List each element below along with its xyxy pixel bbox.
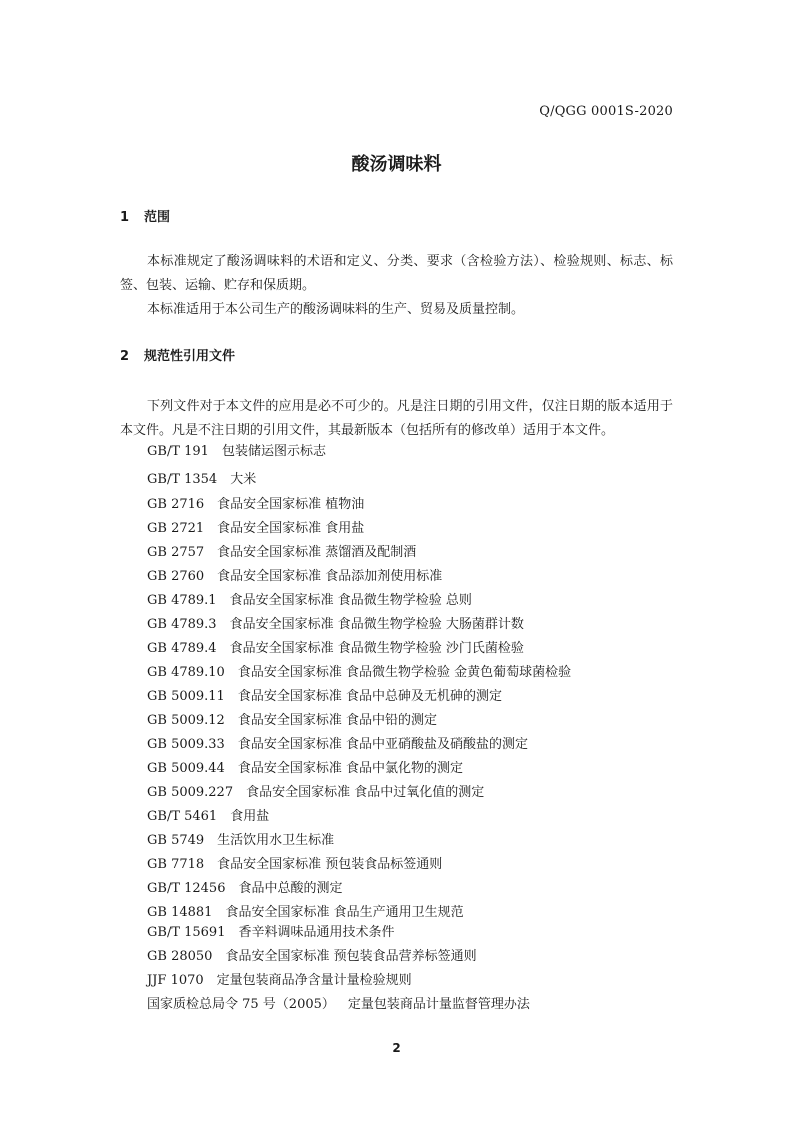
section-number: 2	[120, 349, 130, 364]
reference-title: 食品安全国家标准 食品微生物学检验 沙门氏菌检验	[229, 641, 524, 656]
reference-title: 食品安全国家标准 食品生产通用卫生规范	[225, 905, 464, 920]
reference-title: 食品安全国家标准 植物油	[217, 497, 365, 512]
reference-code: GB/T 191	[147, 444, 209, 459]
reference-item	[147, 711, 437, 731]
reference-title: 香辛料调味品通用技术条件	[238, 925, 395, 940]
reference-item	[147, 995, 530, 1015]
reference-item	[147, 495, 364, 515]
reference-code: GB 5749	[147, 833, 205, 848]
reference-item	[147, 687, 502, 707]
reference-item	[147, 639, 524, 659]
reference-code: 国家质检总局令 75 号（2005）	[147, 997, 335, 1012]
reference-title: 包装储运图示标志	[221, 444, 326, 459]
reference-code: GB 28050	[147, 949, 213, 964]
reference-code: JJF 1070	[147, 973, 204, 988]
reference-title: 食品安全国家标准 食用盐	[217, 521, 365, 536]
reference-code: GB 2760	[147, 569, 205, 584]
reference-code: GB 4789.3	[147, 617, 217, 632]
page-number: 2	[392, 1041, 401, 1055]
reference-code: GB/T 15691	[147, 925, 226, 940]
reference-code: GB 5009.12	[147, 713, 225, 728]
document-code: Q/QGG 0001S-2020	[539, 104, 673, 119]
reference-item	[147, 442, 326, 462]
reference-item	[147, 923, 395, 943]
reference-item	[147, 591, 472, 611]
reference-code: GB 7718	[147, 857, 205, 872]
reference-item	[147, 903, 464, 923]
reference-title: 食品安全国家标准 预包装食品营养标签通则	[225, 949, 477, 964]
reference-code: GB 5009.33	[147, 737, 225, 752]
reference-code: GB 2721	[147, 521, 205, 536]
scope-paragraph-2: 本标准适用于本公司生产的酸汤调味料的生产、贸易及质量控制。	[147, 302, 525, 317]
reference-title: 食品安全国家标准 食品微生物学检验 大肠菌群计数	[229, 617, 524, 632]
reference-item	[147, 615, 524, 635]
section-number: 1	[120, 210, 130, 225]
reference-title: 生活饮用水卫生标准	[217, 833, 335, 848]
reference-title: 定量包装商品计量监督管理办法	[347, 997, 530, 1012]
reference-title: 定量包装商品净含量计量检验规则	[216, 973, 412, 988]
section-title: 规范性引用文件	[144, 349, 236, 364]
reference-title: 大米	[230, 472, 257, 487]
reference-code: GB 2757	[147, 545, 205, 560]
reference-code: GB 2716	[147, 497, 205, 512]
reference-title: 食品安全国家标准 食品微生物学检验 金黄色葡萄球菌检验	[237, 665, 572, 680]
scope-paragraph-1: 本标准规定了酸汤调味料的术语和定义、分类、要求（含检验方法）、检验规则、标志、标签、包装、运输、贮存和保质期。	[120, 254, 673, 293]
reference-title: 食品安全国家标准 预包装食品标签通则	[217, 857, 443, 872]
reference-code: GB 4789.10	[147, 665, 225, 680]
reference-title: 食用盐	[230, 809, 270, 824]
reference-item	[147, 879, 343, 899]
reference-title: 食品中总酸的测定	[238, 881, 343, 896]
document-title: 酸汤调味料	[351, 154, 442, 175]
reference-item	[147, 759, 463, 779]
reference-title: 食品安全国家标准 蒸馏酒及配制酒	[217, 545, 417, 560]
reference-item	[147, 567, 442, 587]
reference-item	[147, 807, 269, 827]
reference-code: GB/T 1354	[147, 472, 218, 487]
reference-item	[147, 971, 412, 991]
reference-item	[147, 519, 364, 539]
reference-title: 食品安全国家标准 食品中过氧化值的测定	[246, 785, 485, 800]
reference-item	[147, 470, 256, 490]
reference-title: 食品安全国家标准 食品微生物学检验 总则	[229, 593, 472, 608]
section-title: 范围	[144, 210, 171, 225]
reference-code: GB 5009.11	[147, 689, 225, 704]
reference-item	[147, 947, 477, 967]
reference-item	[147, 663, 571, 683]
reference-title: 食品安全国家标准 食品中总砷及无机砷的测定	[237, 689, 502, 704]
section-heading-scope	[120, 206, 170, 225]
reference-title: 食品安全国家标准 食品中氯化物的测定	[237, 761, 463, 776]
reference-item	[147, 855, 442, 875]
reference-title: 食品安全国家标准 食品中铅的测定	[237, 713, 437, 728]
section-heading-normative-references	[120, 345, 235, 364]
reference-code: GB 14881	[147, 905, 213, 920]
reference-code: GB 5009.44	[147, 761, 225, 776]
reference-code: GB/T 5461	[147, 809, 218, 824]
reference-code: GB/T 12456	[147, 881, 226, 896]
reference-item	[147, 783, 484, 803]
reference-item	[147, 543, 416, 563]
reference-code: GB 4789.4	[147, 641, 217, 656]
reference-code: GB 4789.1	[147, 593, 217, 608]
reference-item	[147, 735, 528, 755]
reference-code: GB 5009.227	[147, 785, 234, 800]
reference-title: 食品安全国家标准 食品添加剂使用标准	[217, 569, 443, 584]
references-intro-paragraph: 下列文件对于本文件的应用是必不可少的。凡是注日期的引用文件，仅注日期的版本适用于本文件。凡是不注日期的引用文件，其最新版本（包括所有的修改单）适用于本文件。	[120, 399, 673, 438]
reference-title: 食品安全国家标准 食品中亚硝酸盐及硝酸盐的测定	[237, 737, 528, 752]
reference-item	[147, 831, 334, 851]
